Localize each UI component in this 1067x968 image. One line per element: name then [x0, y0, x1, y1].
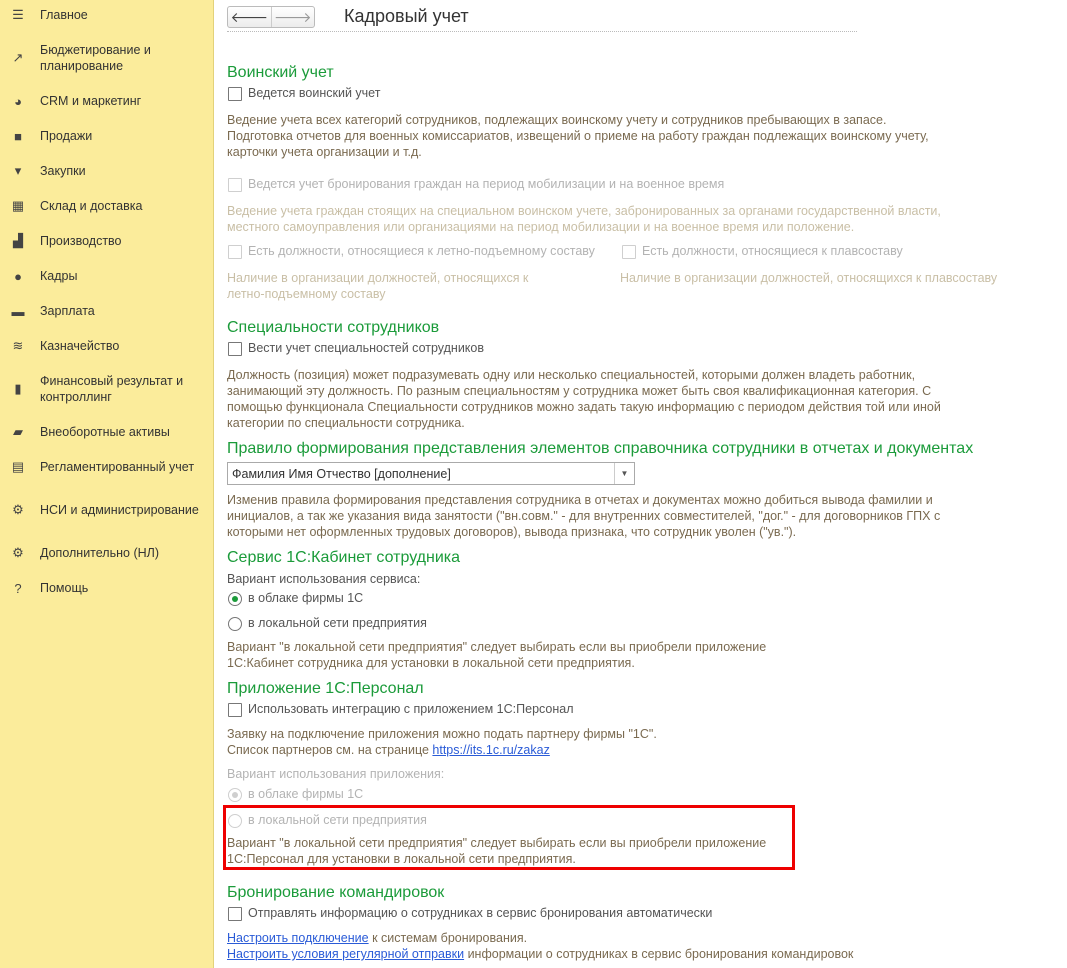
specialties-desc-1: Должность (позиция) может подразумевать одну или несколько специальностей, которыми должен владеть работник, [227, 368, 916, 382]
section-title-cabinet: Сервис 1С:Кабинет сотрудника [227, 549, 461, 566]
specialties-checkbox[interactable] [228, 342, 242, 356]
personal-checkbox[interactable] [228, 703, 242, 717]
cart-icon: ▾ [14, 163, 22, 178]
sidebar-item-help[interactable]: ? Помощь [0, 579, 214, 597]
flight-staff-label[interactable]: Есть должности, относящиеся к летно-подъемному составу [248, 244, 595, 258]
flight-staff-desc-2: летно-подъемному составу [227, 287, 386, 301]
factory-icon: ▟ [13, 233, 23, 248]
travel-line-1: Настроить подключение к системам бронирования. [227, 931, 528, 945]
sidebar-item-production[interactable]: ▟ Производство [0, 232, 214, 250]
military-checkbox[interactable] [228, 87, 242, 101]
military-desc-1: Ведение учета всех категорий сотрудников, подлежащих воинскому учету и сотрудников пребывающих в запасе. [227, 113, 887, 127]
sea-staff-checkbox[interactable] [622, 245, 636, 259]
truck-icon: ▰ [13, 424, 23, 439]
personal-radio-local-label[interactable]: в локальной сети предприятия [248, 813, 427, 827]
military-checkbox-label[interactable]: Ведется воинский учет [248, 86, 381, 100]
specialties-desc-4: категории по специальности сотрудника. [227, 416, 465, 430]
sidebar-item-purchases[interactable]: ▾ Закупки [0, 162, 214, 180]
clipped-content-edge [227, 31, 857, 35]
sidebar-item-hr[interactable]: ● Кадры [0, 267, 214, 285]
section-title-military: Воинский учет [227, 64, 334, 81]
coins-icon: ≋ [12, 338, 24, 353]
representation-select[interactable] [227, 462, 635, 485]
highlight-box [223, 805, 795, 870]
military-desc-3: карточки учета организации и т.д. [227, 145, 422, 159]
military-desc-2: Подготовка отчетов для военных комиссариатов, извещений о приеме на работу граждан подлежащих воинскому учету, [227, 129, 929, 143]
reserve-desc-1: Ведение учета граждан стоящих на специальном воинском учете, забронированных за органами государственной власти, [227, 204, 941, 218]
cabinet-radio-local-label[interactable]: в локальной сети предприятия [248, 616, 427, 630]
cabinet-radio-local[interactable] [228, 617, 242, 631]
section-title-specialties: Специальности сотрудников [227, 319, 440, 336]
personal-desc-4: 1С:Персонал для установки в локальной сети предприятия. [227, 852, 576, 866]
person-icon: ● [14, 268, 22, 284]
travel-line-2: Настроить условия регулярной отправки информации о сотрудниках в сервис бронирования командировок [227, 947, 854, 961]
specialties-checkbox-label[interactable]: Вести учет специальностей сотрудников [248, 341, 485, 355]
chevron-down-icon[interactable]: ▼ [614, 463, 634, 484]
back-button[interactable]: 🡐 [230, 8, 269, 25]
reserve-checkbox-label[interactable]: Ведется учет бронирования граждан на период мобилизации и на военное время [248, 177, 725, 191]
section-title-representation: Правило формирования представления элементов справочника сотрудники в отчетах и документах [227, 440, 974, 457]
calculator-icon: ▤ [11, 459, 25, 474]
section-title-personal: Приложение 1С:Персонал [227, 680, 424, 697]
personal-desc-2: Список партнеров см. на странице https://its.1c.ru/zakaz [227, 743, 550, 757]
cabinet-variant-label: Вариант использования сервиса: [227, 572, 421, 586]
representation-desc-1: Изменив правила формирования представления сотрудника в отчетах и документах можно добиться вывода фамилии и [227, 493, 933, 507]
sea-staff-label[interactable]: Есть должности, относящиеся к плавсоставу [642, 244, 903, 258]
section-title-travel: Бронирование командировок [227, 884, 445, 901]
sidebar-item-crm[interactable]: ◕ CRM и маркетинг [0, 92, 214, 110]
wallet-icon: ▬ [11, 303, 25, 319]
page-title: Кадровый учет [344, 6, 469, 26]
bag-icon: ■ [14, 128, 22, 144]
personal-radio-cloud[interactable] [228, 788, 242, 802]
cabinet-desc-1: Вариант "в локальной сети предприятия" следует выбирать если вы приобрели приложение [227, 640, 767, 654]
reserve-checkbox[interactable] [228, 178, 242, 192]
cabinet-radio-cloud-label[interactable]: в облаке фирмы 1С [248, 591, 364, 605]
representation-select-value: Фамилия Имя Отчество [дополнение] [232, 467, 451, 481]
sidebar-item-treasury[interactable]: ≋ Казначейство [0, 337, 214, 355]
representation-desc-2: инициалов, а так же указания вида занятости ("вн.совм." - для внутренних совместителей, "дог." - для договорников ГПХ с [227, 509, 941, 523]
personal-desc-3: Вариант "в локальной сети предприятия" следует выбирать если вы приобрели приложение [227, 836, 767, 850]
sea-staff-desc: Наличие в организации должностей, относящихся к плавсоставу [620, 271, 998, 285]
gear-outline-icon: ⚙ [12, 545, 24, 560]
travel-checkbox-label[interactable]: Отправлять информацию о сотрудниках в сервис бронирования автоматически [248, 906, 713, 920]
setup-schedule-link[interactable]: Настроить условия регулярной отправки [227, 947, 465, 961]
chart-icon: ↗ [12, 50, 24, 65]
cabinet-radio-cloud[interactable] [228, 592, 242, 606]
sidebar-item-assets[interactable]: ▰ Внеоборотные активы [0, 423, 214, 441]
travel-checkbox[interactable] [228, 907, 242, 921]
sidebar-item-salary[interactable]: ▬ Зарплата [11, 303, 95, 319]
personal-checkbox-label[interactable]: Использовать интеграцию с приложением 1С:Персонал [248, 702, 574, 716]
representation-desc-3: которыми нет оформленных трудовых договоров), вывода признака, что сотрудник уволен ("ув."). [227, 525, 797, 539]
pie-icon: ◕ [14, 93, 22, 109]
main-content [215, 0, 1067, 968]
grid-icon: ▦ [11, 198, 25, 213]
personal-radio-cloud-label[interactable]: в облаке фирмы 1С [248, 787, 364, 801]
sidebar-item-extra[interactable]: ⚙ Дополнительно (НЛ) [0, 544, 214, 562]
gear-icon: ⚙ [12, 502, 24, 517]
setup-connection-link[interactable]: Настроить подключение [227, 931, 369, 945]
sidebar-item-sales[interactable]: ■ Продажи [0, 127, 214, 145]
specialties-desc-2: занимающий эту должность. По разным специальностям у сотрудника может быть своя квалификационная категория. С [227, 384, 932, 398]
sidebar-item-warehouse[interactable]: ▦ Склад и доставка [11, 198, 143, 213]
personal-desc-1: Заявку на подключение приложения можно подать партнеру фирмы "1С". [227, 727, 657, 741]
flight-staff-checkbox[interactable] [228, 245, 242, 259]
sidebar [0, 0, 214, 968]
partners-link[interactable]: https://its.1c.ru/zakaz [432, 743, 550, 757]
sidebar-item-regulated[interactable]: ▤ Регламентированный учет [11, 459, 195, 474]
specialties-desc-3: помощью функционала Специальности сотрудников можно задать такую информацию с периодом действия той или иной [227, 400, 941, 414]
sidebar-item-main[interactable]: ☰ Главное [0, 6, 214, 24]
forward-button[interactable]: 🡒 [271, 7, 315, 27]
sidebar-item-financial[interactable]: ▮ Финансовый результат и контроллинг [0, 372, 214, 406]
flight-staff-desc-1: Наличие в организации должностей, относящихся к [227, 271, 529, 285]
cabinet-desc-2: 1С:Кабинет сотрудника для установки в локальной сети предприятия. [227, 656, 635, 670]
sidebar-item-admin[interactable]: ⚙ НСИ и администрирование [0, 493, 214, 527]
history-nav [227, 6, 315, 28]
sidebar-item-budget[interactable]: ↗ Бюджетирование и планирование [0, 41, 214, 75]
menu-icon: ☰ [12, 7, 24, 22]
help-icon: ? [14, 580, 22, 596]
personal-variant-label: Вариант использования приложения: [227, 767, 445, 781]
reserve-desc-2: местного самоуправления или организациями на период мобилизации и на военное время или положение. [227, 220, 855, 234]
bar-chart-icon: ▮ [14, 381, 22, 396]
